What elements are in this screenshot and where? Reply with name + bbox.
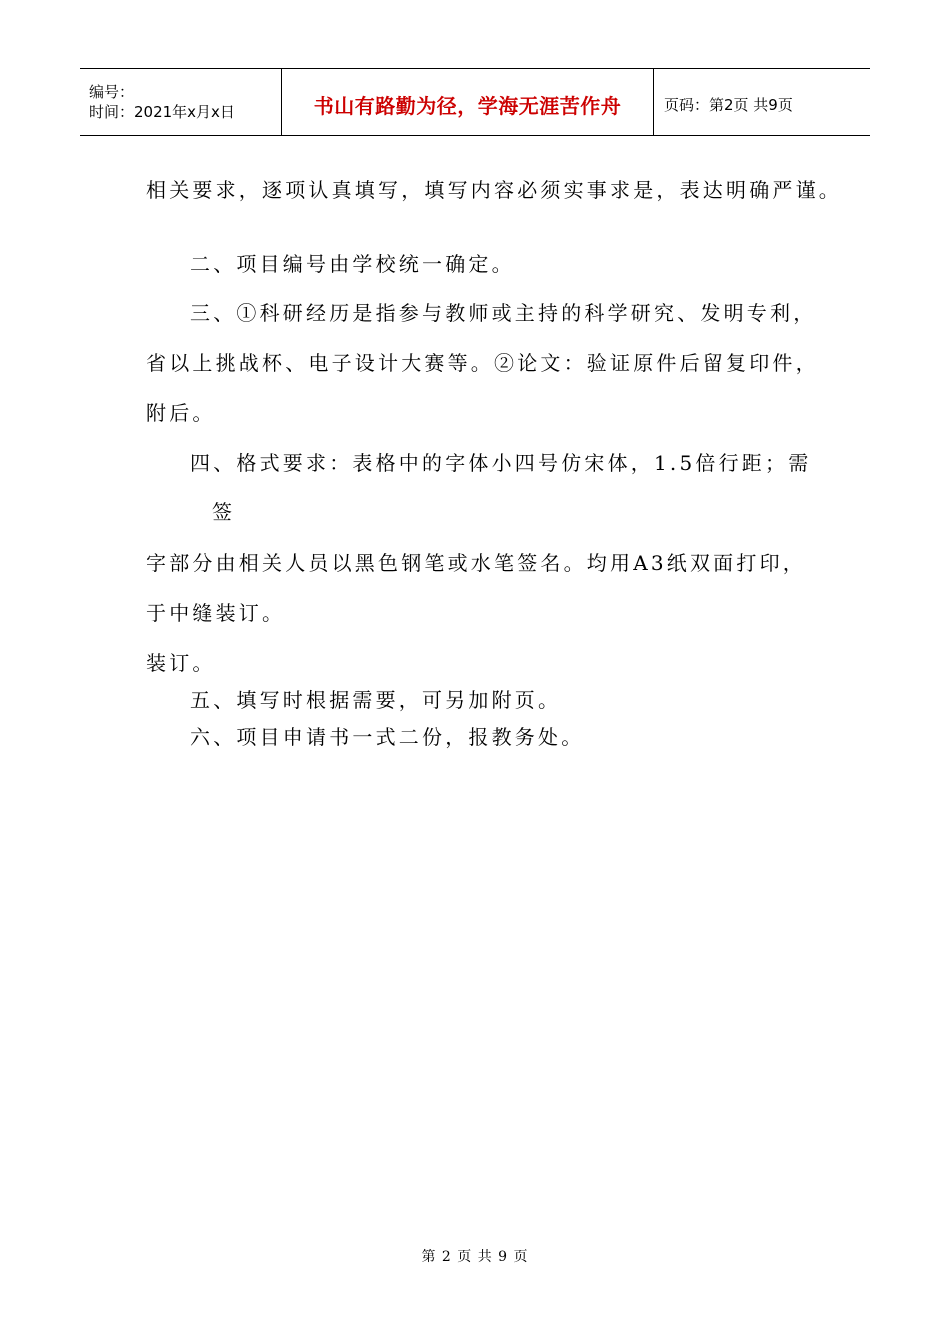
header-page-cell bbox=[654, 69, 870, 135]
page-footer: 第 2 页 共 9 页 bbox=[421, 1249, 529, 1265]
body-line-2: 二、项目编号由学校统一确定。 bbox=[190, 252, 515, 276]
body-line-8: 字部分由相关人员以黑色钢笔或水笔签名。均用A3纸双面打印， bbox=[146, 551, 806, 575]
header-motto: 书山有路勤为径，学海无涯苦作舟 bbox=[313, 93, 622, 118]
header-page-label: 页码：第2页 共9页 bbox=[664, 95, 793, 114]
document-time-label: 时间：2021年x月x日 bbox=[89, 103, 235, 121]
body-line-12: 六、项目申请书一式二份，报教务处。 bbox=[190, 725, 585, 749]
body-line-4: 省以上挑战杯、电子设计大赛等。②论文：验证原件后留复印件， bbox=[146, 351, 819, 375]
page-header bbox=[80, 68, 870, 136]
body-line-1: 相关要求，逐项认真填写，填写内容必须实事求是，表达明确严谨。 bbox=[146, 178, 842, 202]
header-meta-cell bbox=[80, 69, 282, 135]
header-motto-cell bbox=[282, 69, 654, 135]
body-line-3: 三、①科研经历是指参与教师或主持的科学研究、发明专利， bbox=[190, 301, 817, 325]
document-number-label: 编号： bbox=[89, 83, 135, 101]
body-line-11: 五、填写时根据需要，可另加附页。 bbox=[190, 688, 562, 712]
body-line-5: 附后。 bbox=[146, 401, 216, 425]
body-line-9: 于中缝装订。 bbox=[146, 601, 286, 625]
body-line-6: 四、格式要求：表格中的字体小四号仿宋体，1.5倍行距；需 bbox=[190, 451, 812, 475]
body-line-7: 签 bbox=[212, 500, 236, 524]
body-line-10: 装订。 bbox=[146, 651, 216, 675]
